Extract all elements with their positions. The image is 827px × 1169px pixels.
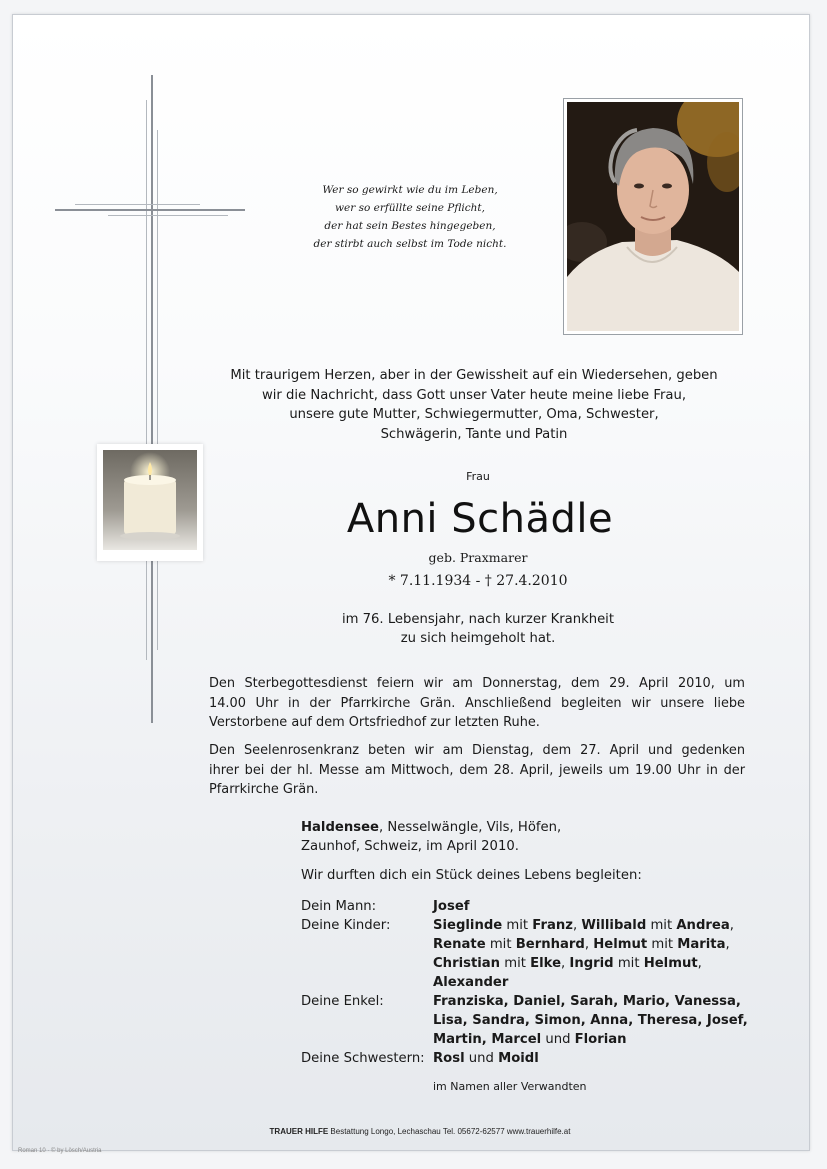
poem-line: der stirbt auch selbst im Tode nicht. <box>313 238 507 250</box>
cross-line <box>108 215 228 216</box>
relative-name: Christian <box>433 956 501 971</box>
funeral-line: 14.00 Uhr in der Pfarrkirche Grän. Anschließend begleiten wir unsere liebe <box>209 695 745 711</box>
relative-name: Ingrid <box>569 956 614 971</box>
accompany-text: Wir durften dich ein Stück deines Lebens begleiten: <box>301 868 642 883</box>
relative-name: Helmut <box>593 937 648 952</box>
relatives-list <box>301 897 748 1068</box>
rosary-line: Den Seelenrosenkranz beten wir am Dienstag, dem 27. April und gedenken <box>209 743 745 758</box>
relative-name: Willibald <box>581 918 647 933</box>
announcement-line: Schwägerin, Tante und Patin <box>380 426 568 442</box>
relatives-label: Deine Enkel: <box>301 994 384 1009</box>
footer-brand: TRAUER HILFE <box>269 1127 329 1136</box>
place-rest: , Nesselwängle, Vils, Höfen, <box>378 820 562 835</box>
connector: mit <box>647 937 678 952</box>
separator: , <box>697 956 702 971</box>
relatives-label: Dein Mann: <box>301 899 377 914</box>
maiden-name: geb. Praxmarer <box>428 550 528 565</box>
relatives-row-children <box>301 916 748 992</box>
funeral-paragraph <box>209 674 745 733</box>
separator: , <box>584 937 594 952</box>
relative-name: Andrea <box>676 918 730 933</box>
relative-name: Martin <box>433 1032 482 1047</box>
salutation: Frau <box>466 470 490 483</box>
cross-line <box>75 204 200 205</box>
footer <box>250 1127 590 1136</box>
rosary-line: ihrer bei der hl. Messe am Mittwoch, dem 28. April, jeweils um 19.00 Uhr in der <box>209 762 745 778</box>
connector: und <box>464 1051 499 1066</box>
place-date <box>301 818 561 856</box>
relative-name: Elke <box>530 956 562 971</box>
life-dates: * 7.11.1934 - † 27.4.2010 <box>388 573 568 589</box>
cross-line <box>157 130 158 650</box>
relative-name: Sieglinde <box>433 918 503 933</box>
rosary-line: Pfarrkirche Grän. <box>209 782 319 797</box>
announcement-line: Mit traurigem Herzen, aber in der Gewissheit auf ein Wiedersehen, geben <box>230 368 718 383</box>
separator: , <box>725 937 730 952</box>
relative-names-line: Lisa, Sandra, Simon, Anna, Theresa, Josef, <box>433 1013 748 1028</box>
separator: , <box>481 1032 492 1047</box>
connector: mit <box>646 918 677 933</box>
portrait-image <box>567 102 739 331</box>
relative-name: Josef <box>433 899 470 914</box>
relative-name: Moidl <box>498 1051 539 1066</box>
separator: , <box>729 918 734 933</box>
funeral-line: Den Sterbegottesdienst feiern wir am Donnerstag, dem 29. April 2010, um <box>209 676 745 691</box>
place-bold: Haldensee <box>301 820 379 835</box>
cross-line <box>151 75 153 723</box>
portrait-photo <box>563 98 743 335</box>
relative-name: Marcel <box>491 1032 542 1047</box>
poem <box>300 181 520 253</box>
separator: , <box>561 956 570 971</box>
relatives-row-sisters <box>301 1049 748 1068</box>
announcement-line: unsere gute Mutter, Schwiegermutter, Oma, Schwester, <box>289 407 659 422</box>
age-line: zu sich heimgeholt hat. <box>400 631 556 646</box>
relative-name: Bernhard <box>515 937 585 952</box>
poem-line: wer so erfüllte seine Pflicht, <box>335 202 485 214</box>
age-text <box>300 610 656 648</box>
relative-name: Franz <box>532 918 573 933</box>
names-note: im Namen aller Verwandten <box>433 1080 587 1093</box>
footer-text: Bestattung Longo, Lechaschau Tel. 05672-62577 www.trauerhilfe.at <box>328 1127 571 1136</box>
place-line: Zaunhof, Schweiz, im April 2010. <box>301 839 519 854</box>
poem-line: der hat sein Bestes hingegeben, <box>324 220 496 232</box>
connector: mit <box>485 937 516 952</box>
poem-line: Wer so gewirkt wie du im Leben, <box>322 184 498 196</box>
cross-line <box>146 100 147 660</box>
relatives-row-husband <box>301 897 748 916</box>
rosary-paragraph <box>209 741 745 800</box>
deceased-name: Anni Schädle <box>346 496 614 542</box>
relative-names-line: Franziska, Daniel, Sarah, Mario, Vanessa, <box>433 994 741 1009</box>
relative-name: Helmut <box>643 956 698 971</box>
connector: mit <box>500 956 531 971</box>
separator: , <box>572 918 582 933</box>
connector: und <box>541 1032 575 1047</box>
relatives-label: Deine Schwestern: <box>301 1051 425 1066</box>
candle-image <box>97 444 203 561</box>
funeral-line: Verstorbene auf dem Ortsfriedhof zur letzten Ruhe. <box>209 715 540 730</box>
relative-name: Rosl <box>433 1051 465 1066</box>
connector: mit <box>613 956 644 971</box>
relative-name: Alexander <box>433 975 509 990</box>
cross-line <box>55 209 245 211</box>
relatives-row-grandchildren <box>301 992 748 1049</box>
announcement-text <box>214 366 734 444</box>
print-credit: Roman 10 · © by Lösch/Austria <box>18 1148 102 1154</box>
relative-name: Marita <box>677 937 726 952</box>
announcement-line: wir die Nachricht, dass Gott unser Vater heute meine liebe Frau, <box>261 387 687 403</box>
connector: mit <box>502 918 533 933</box>
relatives-label: Deine Kinder: <box>301 918 391 933</box>
relative-name: Florian <box>574 1032 627 1047</box>
relative-name: Renate <box>433 937 486 952</box>
age-line: im 76. Lebensjahr, nach kurzer Krankheit <box>341 612 615 627</box>
